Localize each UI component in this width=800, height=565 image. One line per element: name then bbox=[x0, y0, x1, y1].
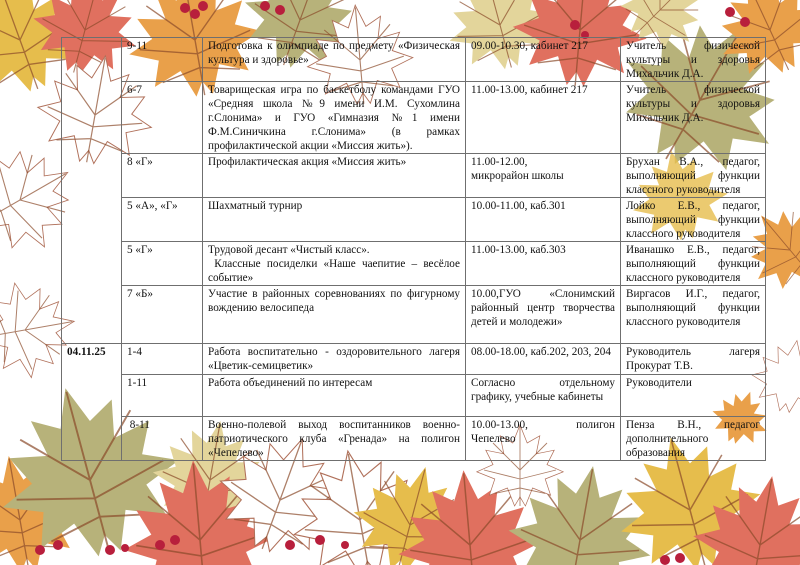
table-row bbox=[62, 375, 766, 417]
responsible-cell: Иванашко Е.В., педагог, выполняющий функции классного руководителя bbox=[621, 242, 766, 286]
activity-cell: Работа объединений по интересам bbox=[203, 375, 466, 417]
grade-cell: 8 «Г» bbox=[122, 154, 203, 198]
grade-cell: 6-7 bbox=[122, 82, 203, 154]
time-place-cell: Согласно отдельному графику, учебные кабинеты bbox=[466, 375, 621, 417]
responsible-cell: Учитель физической культуры и здоровья Михальчик Д.А. bbox=[621, 38, 766, 82]
responsible-cell: Брухан В.А., педагог, выполняющий функции классного руководителя bbox=[621, 154, 766, 198]
time-place-cell: 10.00,ГУО «Слонимский районный центр творчества детей и молодежи» bbox=[466, 286, 621, 344]
table-row bbox=[62, 38, 766, 82]
table-row bbox=[62, 344, 766, 375]
table-row bbox=[62, 154, 766, 198]
responsible-cell: Пенза В.Н., педагог дополнительного образования bbox=[621, 417, 766, 461]
responsible-cell: Лойко Е.В., педагог, выполняющий функции классного руководителя bbox=[621, 198, 766, 242]
grade-cell: 7 «Б» bbox=[122, 286, 203, 344]
table-row bbox=[62, 242, 766, 286]
grade-cell: 9-11 bbox=[122, 38, 203, 82]
table-row bbox=[62, 417, 766, 461]
table-row bbox=[62, 198, 766, 242]
activity-cell: Военно-полевой выход воспитанников военно-патриотического клуба «Гренада» на полигон «Чепелево» bbox=[203, 417, 466, 461]
activity-cell: Шахматный турнир bbox=[203, 198, 466, 242]
grade-cell: 5 «А», «Г» bbox=[122, 198, 203, 242]
activity-cell: Работа воспитательно - оздоровительного лагеря «Цветик-семицветик» bbox=[203, 344, 466, 375]
activity-cell: Товарищеская игра по баскетболу командами ГУО «Средняя школа №9 имени И.М. Сухомлина г.Слонима» и ГУО «Гимназия №1 имени Ф.М.Синичкина г.Слонима» (в рамках профилактической акции «Миссия жить»). bbox=[203, 82, 466, 154]
activity-cell: Участие в районных соревнованиях по фигурному вождению велосипеда bbox=[203, 286, 466, 344]
time-place-cell: 10.00-11.00, каб.301 bbox=[466, 198, 621, 242]
time-place-cell: 11.00-12.00, микрорайон школы bbox=[466, 154, 621, 198]
table-row bbox=[62, 82, 766, 154]
responsible-cell: Руководитель лагеря Прокурат Т.В. bbox=[621, 344, 766, 375]
activity-cell: Трудовой десант «Чистый класс». Классные посиделки «Наше чаепитие – весёлое событие» bbox=[203, 242, 466, 286]
responsible-cell: Руководители bbox=[621, 375, 766, 417]
grade-cell: 1-4 bbox=[122, 344, 203, 375]
time-place-cell: 09.00-10.30, кабинет 217 bbox=[466, 38, 621, 82]
grade-cell: 8-11 bbox=[122, 417, 203, 461]
grade-cell: 5 «Г» bbox=[122, 242, 203, 286]
table-row bbox=[62, 286, 766, 344]
responsible-cell: Учитель физической культуры и здоровья Михальчик Д.А. bbox=[621, 82, 766, 154]
schedule-table bbox=[61, 37, 766, 461]
time-place-cell: 10.00-13.00, полигон Чепелево bbox=[466, 417, 621, 461]
date-cell: 04.11.25 bbox=[62, 344, 122, 461]
activity-cell: Профилактическая акция «Миссия жить» bbox=[203, 154, 466, 198]
date-cell bbox=[62, 38, 122, 344]
grade-cell: 1-11 bbox=[122, 375, 203, 417]
time-place-cell: 11.00-13.00, кабинет 217 bbox=[466, 82, 621, 154]
activity-cell: Подготовка к олимпиаде по предмету «Физическая культура и здоровье» bbox=[203, 38, 466, 82]
time-place-cell: 11.00-13.00, каб.303 bbox=[466, 242, 621, 286]
responsible-cell: Виргасов И.Г., педагог, выполняющий функции классного руководителя bbox=[621, 286, 766, 344]
time-place-cell: 08.00-18.00, каб.202, 203, 204 bbox=[466, 344, 621, 375]
